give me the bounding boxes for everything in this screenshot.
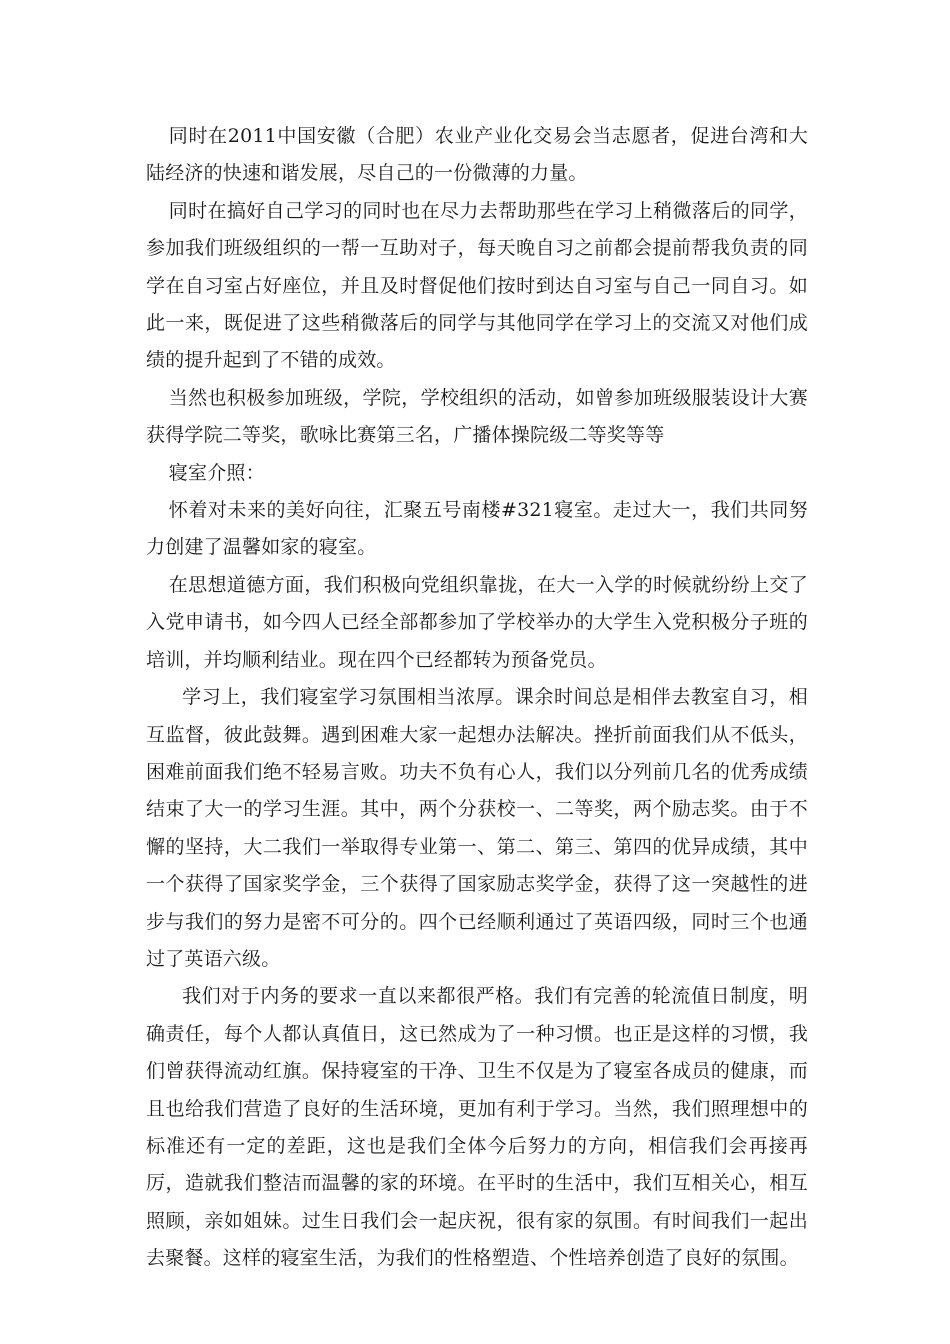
document-body <box>146 118 808 1278</box>
paragraph-housekeeping: 我们对于内务的要求一直以来都很严格。我们有完善的轮流值日制度，明确责任，每个人都认真值日，这已然成为了一种习惯。也正是这样的习惯，我们曾获得流动红旗。保持寝室的干净、卫生不仅是为了寝室各成员的健康，而且也给我们营造了良好的生活环境，更加有利于学习。当然，我们照理想中的标准还有一定的差距，这也是我们全体今后努力的方向，相信我们会再接再厉，造就我们整洁而温馨的家的环境。在平时的生活中，我们互相关心，相互照顾，亲如姐妹。过生日我们会一起庆祝，很有家的氛围。有时间我们一起出去聚餐。这样的寝室生活，为我们的性格塑造、个性培养创造了良好的氛围。 <box>146 985 808 1270</box>
paragraph-peer-help: 同时在搞好自己学习的同时也在尽力去帮助那些在学习上稍微落后的同学，参加我们班级组织的一帮一互助对子，每天晚自习之前都会提前帮我负责的同学在自习室占好座位，并且及时督促他们按时到达自习室与自己一同自习。如此一来，既促进了这些稍微落后的同学与其他同学在学习上的交流又对他们成绩的提升起到了不错的成效。 <box>146 199 808 372</box>
paragraph-activities: 当然也积极参加班级，学院，学校组织的活动，如曾参加班级服装设计大赛获得学院二等奖，歌咏比赛第三名，广播体操院级二等奖等等 <box>146 386 808 447</box>
paragraph-dorm-intro: 怀着对未来的美好向往，汇聚五号南楼#321寝室。走过大一，我们共同努力创建了温馨如家的寝室。 <box>146 499 808 559</box>
section-heading-dorm: 寝室介照： <box>168 461 265 484</box>
paragraph-volunteer: 同时在2011中国安徽（合肥）农业产业化交易会当志愿者，促进台湾和大陆经济的快速和谐发展，尽自己的一份微薄的力量。 <box>146 125 808 185</box>
paragraph-study: 学习上，我们寝室学习氛围相当浓厚。课余时间总是相伴去教室自习，相互监督，彼此鼓舞。遇到困难大家一起想办法解决。挫折前面我们从不低头，困难前面我们绝不轻易言败。功夫不负有心人，我们以分列前几名的优秀成绩结束了大一的学习生涯。其中，两个分获校一、二等奖，两个励志奖。由于不懈的坚持，大二我们一举取得专业第一、第二、第三、第四的优异成绩，其中一个获得了国家奖学金，三个获得了国家励志奖学金，获得了这一突越性的进步与我们的努力是密不可分的。四个已经顺利通过了英语四级，同时三个也通过了英语六级。 <box>146 686 808 970</box>
paragraph-ideology: 在思想道德方面，我们积极向党组织靠拢，在大一入学的时候就纷纷上交了入党申请书，如今四人已经全部都参加了学校举办的大学生入党积极分子班的培训，并均顺利结业。现在四个已经都转为预备党员。 <box>146 573 808 671</box>
